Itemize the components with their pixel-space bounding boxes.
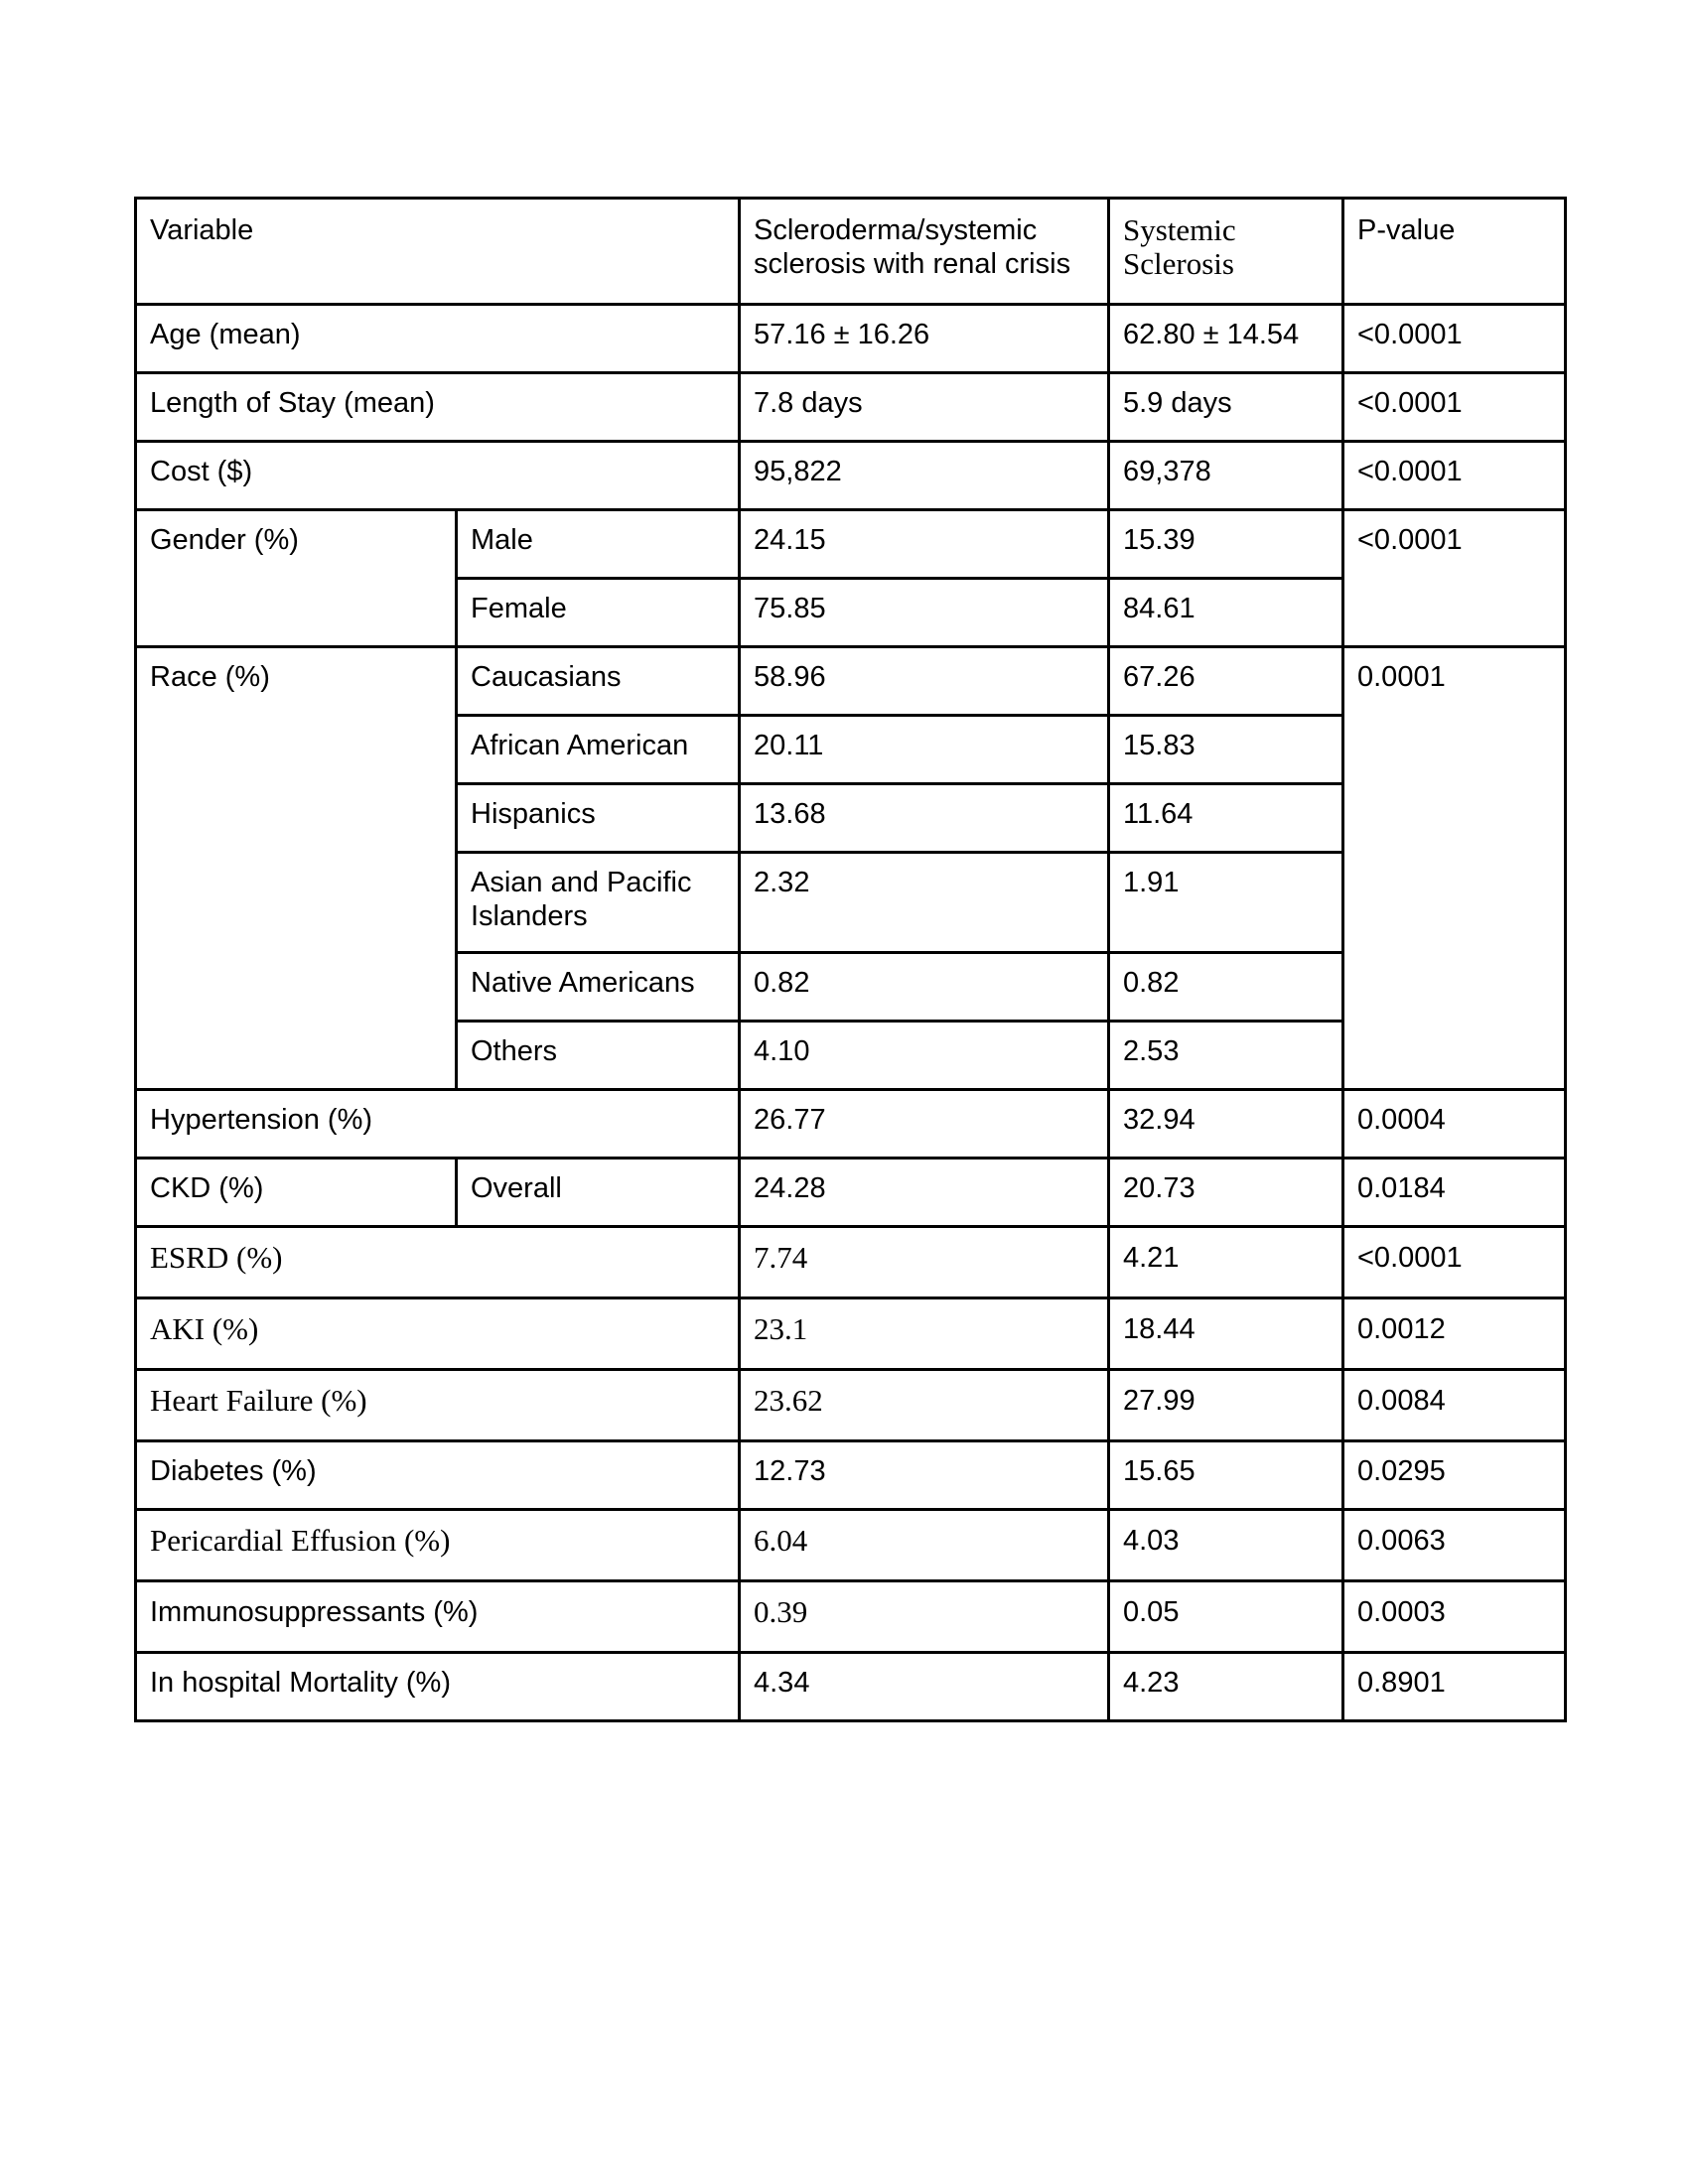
cell-group1: 95,822 [740,442,1109,510]
header-group2: Systemic Sclerosis [1109,199,1343,305]
cell-pvalue: 0.0004 [1343,1090,1566,1159]
row-label: Gender (%) [136,510,457,647]
row-sublabel: Male [457,510,740,579]
cell-group2: 27.99 [1109,1370,1343,1441]
cell-group1: 7.8 days [740,373,1109,442]
cell-group2: 18.44 [1109,1298,1343,1370]
row-label: Heart Failure (%) [136,1370,740,1441]
row-label: Cost ($) [136,442,740,510]
cell-group1: 0.82 [740,953,1109,1022]
table-row [136,1370,1566,1441]
cell-group2: 84.61 [1109,579,1343,647]
row-label: In hospital Mortality (%) [136,1653,740,1721]
row-sublabel: Asian and Pacific Islanders [457,853,740,953]
row-label: Race (%) [136,647,457,1090]
cell-pvalue: 0.0003 [1343,1581,1566,1653]
table-row [136,1653,1566,1721]
header-group1: Scleroderma/systemic sclerosis with renal crisis [740,199,1109,305]
row-label: Length of Stay (mean) [136,373,740,442]
cell-pvalue: 0.0184 [1343,1159,1566,1227]
table-row [136,1227,1566,1298]
header-pvalue: P-value [1343,199,1566,305]
cell-group2: 20.73 [1109,1159,1343,1227]
table-row [136,1159,1566,1227]
table-row [136,1090,1566,1159]
cell-group2: 0.82 [1109,953,1343,1022]
cell-group2: 5.9 days [1109,373,1343,442]
cell-group2: 15.83 [1109,716,1343,784]
cell-group1: 7.74 [740,1227,1109,1298]
header-variable: Variable [136,199,740,305]
cell-pvalue: <0.0001 [1343,510,1566,647]
row-label: Age (mean) [136,305,740,373]
row-sublabel: African American [457,716,740,784]
cell-group2: 2.53 [1109,1022,1343,1090]
cell-group1: 75.85 [740,579,1109,647]
table-row [136,1441,1566,1510]
table-row [136,1581,1566,1653]
cell-pvalue: <0.0001 [1343,373,1566,442]
row-sublabel: Overall [457,1159,740,1227]
cell-pvalue: 0.8901 [1343,1653,1566,1721]
cell-group1: 24.15 [740,510,1109,579]
table-row [136,442,1566,510]
cell-group2: 15.39 [1109,510,1343,579]
cell-group1: 57.16 ± 16.26 [740,305,1109,373]
header-row [136,199,1566,305]
cell-group2: 4.23 [1109,1653,1343,1721]
row-label: Diabetes (%) [136,1441,740,1510]
row-label: Pericardial Effusion (%) [136,1510,740,1581]
cell-pvalue: 0.0063 [1343,1510,1566,1581]
row-label: CKD (%) [136,1159,457,1227]
cell-group1: 13.68 [740,784,1109,853]
cell-group2: 15.65 [1109,1441,1343,1510]
cell-group1: 58.96 [740,647,1109,716]
cell-pvalue: 0.0295 [1343,1441,1566,1510]
table-row [136,647,1566,716]
row-label: Hypertension (%) [136,1090,740,1159]
cell-group1: 4.34 [740,1653,1109,1721]
row-sublabel: Female [457,579,740,647]
cell-group1: 0.39 [740,1581,1109,1653]
cell-pvalue: <0.0001 [1343,1227,1566,1298]
cell-group2: 11.64 [1109,784,1343,853]
cell-group1: 12.73 [740,1441,1109,1510]
comparison-table [134,197,1567,1722]
cell-group2: 4.21 [1109,1227,1343,1298]
cell-group1: 23.1 [740,1298,1109,1370]
cell-group1: 24.28 [740,1159,1109,1227]
cell-group2: 0.05 [1109,1581,1343,1653]
cell-group2: 69,378 [1109,442,1343,510]
row-sublabel: Caucasians [457,647,740,716]
cell-group1: 23.62 [740,1370,1109,1441]
row-sublabel: Others [457,1022,740,1090]
row-label: AKI (%) [136,1298,740,1370]
cell-group1: 2.32 [740,853,1109,953]
table-row [136,1298,1566,1370]
cell-group2: 67.26 [1109,647,1343,716]
row-label: ESRD (%) [136,1227,740,1298]
cell-group2: 4.03 [1109,1510,1343,1581]
row-label: Immunosuppressants (%) [136,1581,740,1653]
cell-pvalue: <0.0001 [1343,442,1566,510]
cell-group1: 4.10 [740,1022,1109,1090]
cell-group1: 20.11 [740,716,1109,784]
table-row [136,373,1566,442]
row-sublabel: Hispanics [457,784,740,853]
cell-group2: 1.91 [1109,853,1343,953]
cell-pvalue: 0.0012 [1343,1298,1566,1370]
cell-pvalue: 0.0084 [1343,1370,1566,1441]
table-row [136,305,1566,373]
cell-group1: 26.77 [740,1090,1109,1159]
table-row [136,1510,1566,1581]
cell-group1: 6.04 [740,1510,1109,1581]
cell-pvalue: <0.0001 [1343,305,1566,373]
cell-group2: 62.80 ± 14.54 [1109,305,1343,373]
row-sublabel: Native Americans [457,953,740,1022]
table-row [136,510,1566,579]
cell-pvalue: 0.0001 [1343,647,1566,1090]
cell-group2: 32.94 [1109,1090,1343,1159]
